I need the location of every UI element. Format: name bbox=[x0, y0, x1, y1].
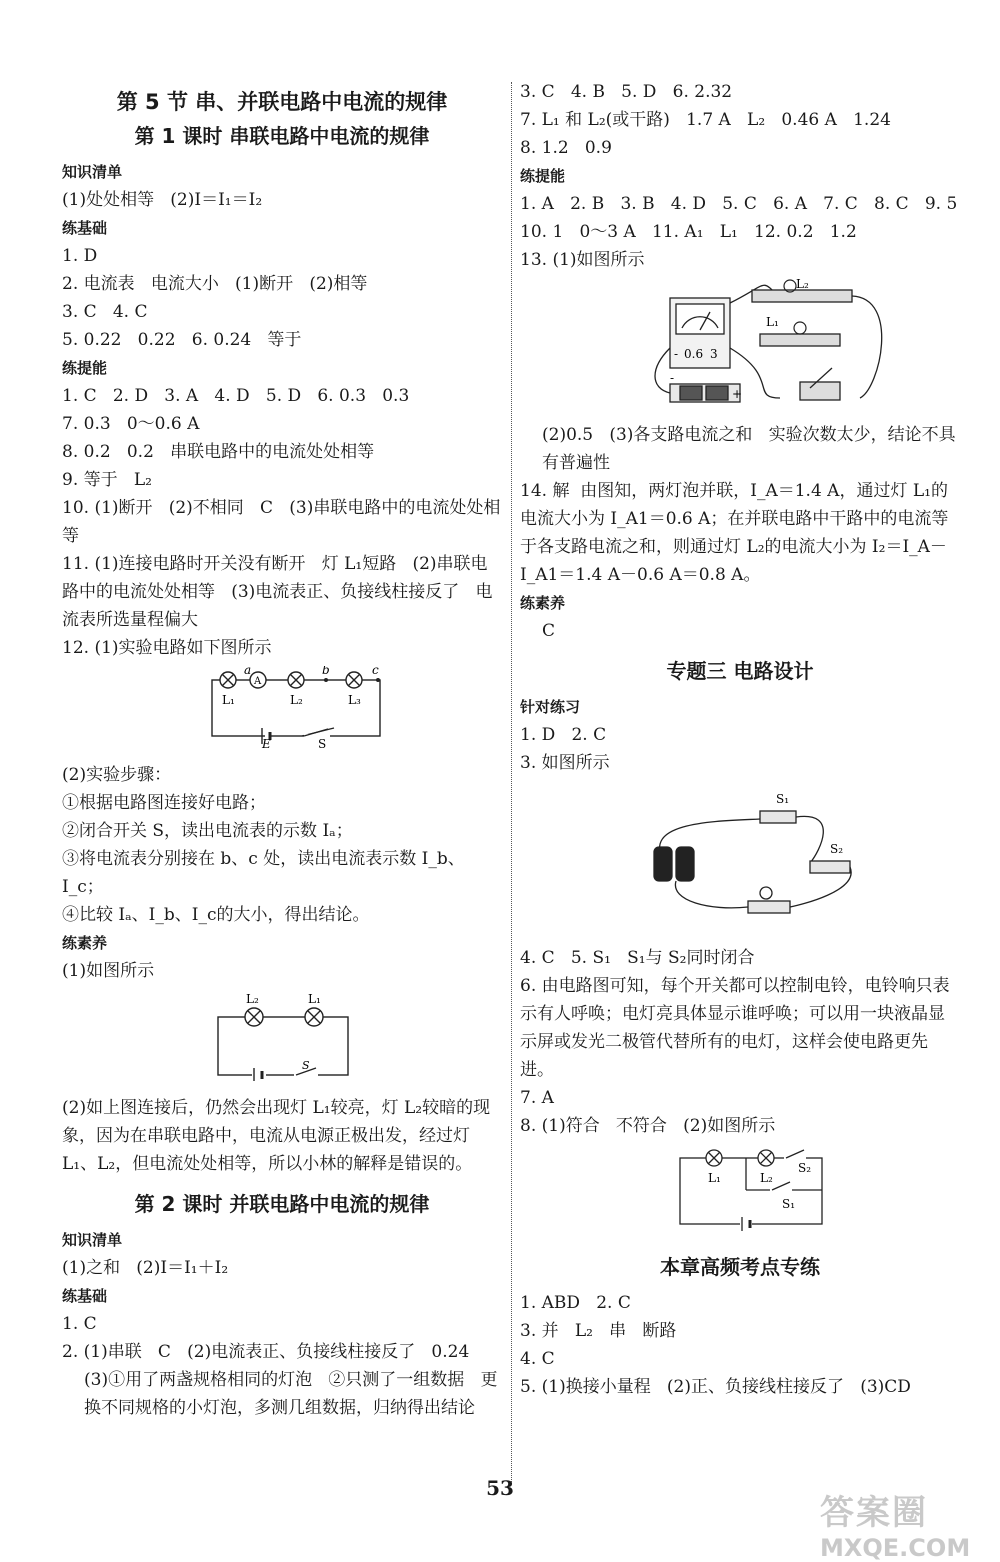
answer-line: 1. D 2. C bbox=[520, 725, 607, 745]
lamp-l1-label: L₁ bbox=[766, 315, 779, 329]
battery-minus-label: - bbox=[670, 371, 675, 385]
answer-line: 1. C 2. D 3. A 4. D 5. D 6. 0.3 0.3 bbox=[62, 386, 410, 406]
step-line: ①根据电路图连接好电路； bbox=[62, 793, 266, 813]
knowledge-text: (1)处处相等 (2)I＝I₁＝I₂ bbox=[62, 190, 263, 210]
switch-s1-label: S₁ bbox=[776, 792, 790, 806]
heading-basic: 练基础 bbox=[62, 219, 108, 237]
answer-line: 2. 电流表 电流大小 (1)断开 (2)相等 bbox=[62, 274, 368, 294]
section-title: 第 5 节 串、并联电路中电流的规律 bbox=[116, 90, 448, 114]
heading-basic: 练基础 bbox=[62, 1287, 108, 1305]
answer-line: (3)①用了两盏规格相同的灯泡 ②只测了一组数据 更换不同规格的小灯泡，多测几组数据，归纳得出结论 bbox=[84, 1370, 498, 1418]
answer-line: 10. (1)断开 (2)不相同 C (3)串联电路中的电流处处相等 bbox=[62, 498, 501, 546]
lesson1-title: 第 1 课时 串联电路中电流的规律 bbox=[134, 124, 430, 148]
lamp-l2-label: L₂ bbox=[796, 278, 809, 291]
answer-line: 14. 解 由图知，两灯泡并联，I_A＝1.4 A，通过灯 L₁的电流大小为 I_A1＝0.6 A；在并联电路中干路中的电流等于各支路电流之和，则通过灯 L₂的电流大小为 I₂＝I_A－I_A1＝1.4 A－0.6 A＝0.8 A。 bbox=[520, 481, 949, 585]
answer-line: 10. 1 0～3 A 11. A₁ L₁ 12. 0.2 1.2 bbox=[520, 222, 857, 242]
answer-line: 4. C bbox=[520, 1349, 555, 1369]
steps-heading: (2)实验步骤： bbox=[62, 765, 172, 785]
battery-plus-label: + bbox=[732, 387, 743, 401]
answer-line: 1. ABD 2. C bbox=[520, 1293, 631, 1313]
answer-line: 8. (1)符合 不符合 (2)如图所示 bbox=[520, 1116, 776, 1136]
right-column bbox=[520, 78, 960, 1401]
answer-line: 4. C 5. S₁ S₁与 S₂同时闭合 bbox=[520, 948, 755, 968]
heading-literacy: 练素养 bbox=[62, 934, 108, 952]
heading-knowledge: 知识清单 bbox=[62, 163, 123, 181]
switch-s-label: S bbox=[302, 1059, 310, 1072]
lamp-l1-label: L₁ bbox=[308, 992, 321, 1006]
answer-line: 2. (1)串联 C (2)电流表正、负接线柱接反了 0.24 bbox=[62, 1342, 470, 1362]
ammeter-06-label: 0.6 bbox=[684, 347, 704, 361]
ammeter-label: A bbox=[254, 676, 262, 687]
lamp-l1-label: L₁ bbox=[708, 1171, 721, 1185]
answer-line: 8. 0.2 0.2 串联电路中的电流处处相等 bbox=[62, 442, 375, 462]
answer-line: 3. C 4. C bbox=[62, 302, 148, 322]
lamp-l3-label: L₃ bbox=[348, 693, 361, 707]
answer-line: 11. (1)连接电路时开关没有断开 灯 L₁短路 (2)串联电路中的电流处处相等 (3)电流表正、负接线柱接反了 电流表所选量程偏大 bbox=[62, 554, 493, 630]
lamp-l1-label: L₁ bbox=[222, 693, 235, 707]
answer-line: 3. 并 L₂ 串 断路 bbox=[520, 1321, 677, 1341]
watermark bbox=[820, 1485, 970, 1562]
step-line: ②闭合开关 S，读出电流表的示数 Iₐ； bbox=[62, 821, 353, 841]
chapter-title: 本章高频考点专练 bbox=[660, 1255, 820, 1279]
circuit-diagram-literacy bbox=[62, 989, 502, 1090]
answer-line: C bbox=[542, 621, 556, 641]
answer-line: 7. A bbox=[520, 1088, 554, 1108]
lesson2-title: 第 2 课时 并联电路中电流的规律 bbox=[134, 1192, 430, 1216]
step-line: ④比较 Iₐ、I_b、I_c的大小，得出结论。 bbox=[62, 905, 370, 925]
circuit-diagram-8 bbox=[520, 1144, 960, 1243]
answer-line: 5. 0.22 0.22 6. 0.24 等于 bbox=[62, 330, 302, 350]
answer-line: 7. 0.3 0～0.6 A bbox=[62, 414, 200, 434]
heading-target: 针对练习 bbox=[520, 698, 581, 716]
left-column bbox=[62, 78, 502, 1422]
answer-line: 13. (1)如图所示 bbox=[520, 250, 645, 270]
topic-title: 专题三 电路设计 bbox=[666, 659, 814, 683]
answer-line: 5. (1)换接小量程 (2)正、负接线柱接反了 (3)CD bbox=[520, 1377, 911, 1397]
answer-line: 12. (1)实验电路如下图所示 bbox=[62, 638, 272, 658]
answer-line: 1. C bbox=[62, 1314, 97, 1334]
point-a-label: a bbox=[244, 666, 252, 677]
answer-line: 3. 如图所示 bbox=[520, 753, 610, 773]
heading-improve: 练提能 bbox=[520, 167, 566, 185]
knowledge-text: (1)之和 (2)I＝I₁＋I₂ bbox=[62, 1258, 229, 1278]
circuit-diagram-12 bbox=[62, 666, 502, 757]
point-c-label: c bbox=[372, 666, 379, 677]
lamp-l2-label: L₂ bbox=[290, 693, 303, 707]
heading-improve: 练提能 bbox=[62, 359, 108, 377]
page-number: 53 bbox=[486, 1476, 514, 1500]
answer-line: (2)如上图连接后，仍然会出现灯 L₁较亮，灯 L₂较暗的现象，因为在串联电路中，电流从电源正极出发，经过灯 L₁、L₂，但电流处处相等，所以小林的解释是错误的。 bbox=[62, 1098, 491, 1174]
ammeter-3-label: 3 bbox=[710, 347, 718, 361]
switch-s-label: S bbox=[318, 737, 327, 748]
lamp-l2-label: L₂ bbox=[760, 1171, 773, 1185]
switch-s2-label: S₂ bbox=[830, 842, 844, 856]
switch-s2-label: S₂ bbox=[798, 1161, 812, 1175]
source-e-label: E bbox=[262, 737, 271, 748]
answer-line: 8. 1.2 0.9 bbox=[520, 138, 612, 158]
heading-literacy: 练素养 bbox=[520, 594, 566, 612]
answer-line: (1)如图所示 bbox=[62, 961, 155, 981]
answer-line: 7. L₁ 和 L₂(或干路) 1.7 A L₂ 0.46 A 1.24 bbox=[520, 110, 891, 130]
step-line: ③将电流表分别接在 b、c 处，读出电流表示数 I_b、I_c； bbox=[62, 849, 465, 897]
apparatus-diagram-13 bbox=[520, 278, 960, 417]
heading-knowledge: 知识清单 bbox=[62, 1231, 123, 1249]
answer-line: (2)0.5 (3)各支路电流之和 实验次数太少，结论不具有普遍性 bbox=[542, 425, 956, 473]
apparatus-diagram-3 bbox=[520, 781, 960, 940]
switch-s1-label: S₁ bbox=[782, 1197, 796, 1211]
answer-line: 6. 由电路图可知，每个开关都可以控制电铃，电铃响只表示有人呼唤；电灯亮具体显示谁呼唤；可以用一块液晶显示屏或发光二极管代替所有的电灯，这样会使电路更先进。 bbox=[520, 976, 950, 1080]
answer-line: 3. C 4. B 5. D 6. 2.32 bbox=[520, 82, 733, 102]
watermark-url-text: MXQE.COM bbox=[820, 1534, 971, 1562]
answer-line: 1. D bbox=[62, 246, 98, 266]
point-b-label: b bbox=[322, 666, 330, 677]
ammeter-minus-label: - bbox=[674, 347, 679, 361]
watermark-logo-text: 答案圈 bbox=[820, 1493, 928, 1533]
answer-line: 1. A 2. B 3. B 4. D 5. C 6. A 7. C 8. C 9. 5 bbox=[520, 194, 958, 214]
lamp-l2-label: L₂ bbox=[246, 992, 259, 1006]
answer-line: 9. 等于 L₂ bbox=[62, 470, 152, 490]
column-divider bbox=[511, 82, 512, 1482]
